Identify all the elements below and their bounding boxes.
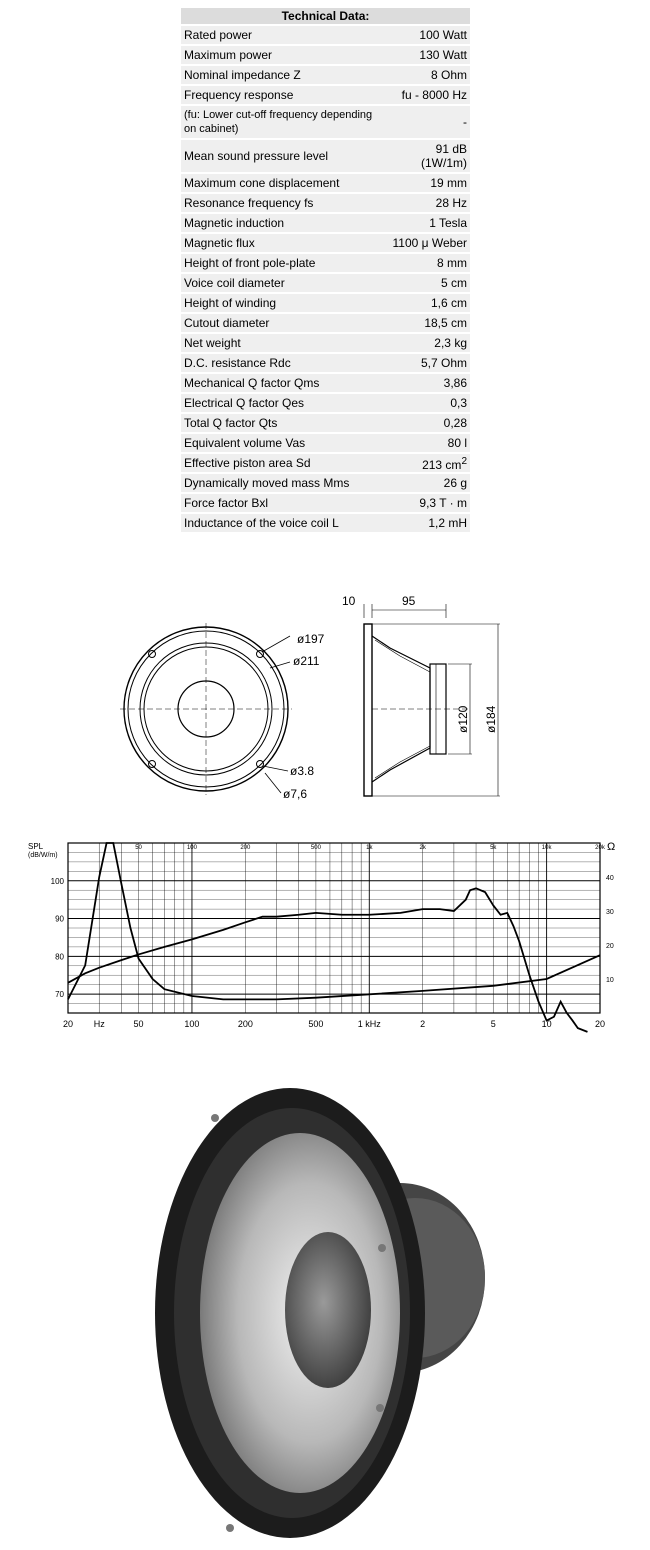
spec-label: Frequency response [181,86,388,104]
spec-value-text: 28 Hz [435,196,467,210]
spec-value-text: 19 mm [430,176,467,190]
spec-label: Equivalent volume Vas [181,434,388,452]
x-tick-label: 20 [594,1019,606,1029]
y2-tick-label: 10 [606,977,614,984]
spec-value [388,214,470,232]
x-tick-label: 2 [420,1019,426,1029]
spec-value-text: 130 Watt [419,48,467,62]
table-row [181,234,470,252]
spec-value-text: - [463,115,467,129]
table-row [181,294,470,312]
spec-value-text: 26 g [443,476,467,490]
dim-d120: ø120 [456,705,470,733]
spec-value-text: 8 Ohm [430,68,467,82]
dim-d211: ø211 [293,654,320,668]
spec-value [388,234,470,252]
spec-label: Force factor Bxl [181,494,388,512]
spec-label: Resonance frequency fs [181,194,388,212]
spec-value-superscript: 2 [461,455,467,467]
y2-axis-label: Ω [607,841,616,853]
table-row [181,194,470,212]
spec-value-text: 1,6 cm [430,296,467,310]
dim-d7-6: ø7,6 [283,787,308,801]
spec-value-text: 0,28 [443,416,467,430]
y2-tick-label: 30 [606,909,614,916]
spec-value-text: 1100 μ Weber [392,236,467,250]
x-tick-label: 100 [184,1019,200,1029]
spec-value-text: 80 l [447,436,467,450]
dim-d3-8: ø3.8 [290,764,315,778]
spec-label: Height of winding [181,294,388,312]
spec-value [388,194,470,212]
spec-value [388,494,470,512]
spec-value [388,314,470,332]
spec-value [388,174,470,192]
table-row [181,434,470,452]
dim-d197: ø197 [297,632,325,646]
y-tick-label: 100 [50,876,64,886]
spl-curve [68,888,587,1032]
spec-label: Cutout diameter [181,314,388,332]
x-tick-label: 5 [490,1019,496,1029]
spec-value [388,46,470,64]
y2-tick-label: 40 [606,875,614,882]
spec-value-text: 9,3 T · m [419,496,467,510]
technical-data-rows [181,26,470,532]
spec-label: Mean sound pressure level [181,140,388,172]
x-top-tick-label: 20k [595,845,605,851]
table-row [181,454,470,472]
table-row [181,334,470,352]
x-top-tick-label: 500 [310,845,321,851]
dim-d184: ø184 [484,705,498,733]
spec-value [388,140,470,172]
y-axis-unit: (dB/W/m) [28,852,58,859]
spec-value [388,26,470,44]
y-axis-label: SPL [28,842,44,851]
spec-value [388,254,470,272]
x-tick-label: 20 [62,1019,74,1029]
spec-value-text: 213 cm [422,457,462,472]
x-top-tick-label: 50 [135,845,142,851]
spec-value [388,294,470,312]
spec-value [388,394,470,412]
table-row [181,514,470,532]
dim-10: 10 [342,594,356,608]
side-view [364,604,500,796]
y2-tick-label: 20 [606,943,614,950]
spec-value [388,414,470,432]
table-row [181,66,470,84]
x-top-tick-label: 100 [186,845,197,851]
table-title: Technical Data: [181,8,470,24]
spec-value [388,334,470,352]
spec-value [388,106,470,138]
spec-value [388,66,470,84]
table-row [181,354,470,372]
table-row [181,214,470,232]
x-top-tick-label: 10k [541,845,552,851]
table-row [181,46,470,64]
table-row [181,26,470,44]
technical-data-table [181,6,470,534]
spec-value [388,454,470,472]
spec-label: Maximum power [181,46,388,64]
table-row [181,394,470,412]
spec-value [388,374,470,392]
spec-label: Electrical Q factor Qes [181,394,388,412]
y-tick-label: 70 [55,990,64,1000]
spec-value-text: fu - 8000 Hz [401,88,467,102]
table-row [181,86,470,104]
spec-value-text: 8 mm [437,256,467,270]
spec-value-text: 91 dB (1W/1m) [421,142,467,170]
x-tick-label: 1 kHz [357,1019,381,1029]
spec-value-text: 2,3 kg [434,336,467,350]
table-row [181,494,470,512]
spec-value-text: 5,7 Ohm [420,356,467,370]
spec-value-text: 0,3 [450,396,467,410]
x-tick-label: 50 [133,1019,144,1029]
spec-label: Voice coil diameter [181,274,388,292]
x-tick-label: Hz [93,1019,105,1029]
table-row [181,254,470,272]
spec-label: Magnetic flux [181,234,388,252]
spec-value [388,86,470,104]
spec-label: Rated power [181,26,388,44]
x-tick-label: 500 [308,1019,324,1029]
front-view [120,623,292,795]
table-row [181,414,470,432]
spec-label: Dynamically moved mass Mms [181,474,388,492]
spec-value-text: 18,5 cm [424,316,467,330]
spec-value [388,514,470,532]
table-row [181,106,470,138]
table-row [181,374,470,392]
spec-value [388,354,470,372]
spec-label: Height of front pole-plate [181,254,388,272]
spec-value-text: 3,86 [443,376,467,390]
impedance-curve [68,843,600,999]
x-tick-label: 10 [541,1019,552,1029]
spec-value-text: 1 Tesla [429,216,467,230]
table-row [181,174,470,192]
spec-value [388,274,470,292]
spec-value [388,474,470,492]
x-top-tick-label: 200 [240,845,251,851]
table-row [181,314,470,332]
spec-label: Nominal impedance Z [181,66,388,84]
y-tick-label: 90 [55,914,64,924]
spec-label: Magnetic induction [181,214,388,232]
spec-label: Inductance of the voice coil L [181,514,388,532]
spec-label: Mechanical Q factor Qms [181,374,388,392]
speaker-dimension-drawing [0,588,650,813]
table-row [181,274,470,292]
spec-value-text: 1,2 mH [428,516,467,530]
spec-value [388,434,470,452]
spec-label: D.C. resistance Rdc [181,354,388,372]
spec-value-text: 100 Watt [419,28,467,42]
spec-label: Effective piston area Sd [181,454,388,472]
x-top-tick-label: 5k [490,845,497,851]
speaker-photo [150,1078,490,1538]
dim-95: 95 [402,594,416,608]
y-tick-label: 80 [55,952,64,962]
spec-label: (fu: Lower cut-off frequency depending on cabinet) [181,106,388,138]
x-top-tick-label: 1k [366,845,373,851]
x-top-tick-label: 2k [419,845,426,851]
spec-value-text: 5 cm [440,276,467,290]
table-row [181,140,470,172]
frequency-response-chart [0,835,650,1035]
x-tick-label: 200 [237,1019,253,1029]
spec-label: Maximum cone displacement [181,174,388,192]
spec-label: Net weight [181,334,388,352]
table-row [181,474,470,492]
chart-grid [68,843,600,1013]
spec-label: Total Q factor Qts [181,414,388,432]
